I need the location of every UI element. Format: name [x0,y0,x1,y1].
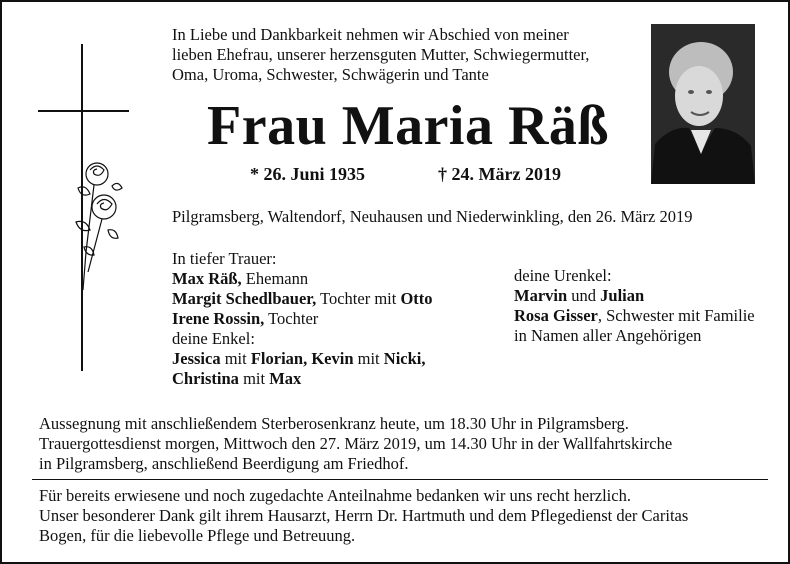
mourner-line: Max Räß, Ehemann [172,269,309,288]
ceremony-line: Trauergottesdienst morgen, Mittwoch den 27. März 2019, um 14.30 Uhr in der Wallfahrtskirche [39,434,673,453]
divider-line [32,479,768,480]
thanks-line: Bogen, für die liebevolle Pflege und Betreuung. [39,526,356,545]
intro-line: In Liebe und Dankbarkeit nehmen wir Abschied von meiner [172,25,569,44]
place-and-date: Pilgramsberg, Waltendorf, Neuhausen und Niederwinkling, den 26. März 2019 [172,207,693,226]
grandchildren-heading: deine Enkel: [172,329,255,348]
mourner-line: Rosa Gisser, Schwester mit Familie [514,306,755,325]
mourner-line: Marvin und Julian [514,286,645,305]
mourner-line: Christina mit Max [172,369,302,388]
mourners-left-column [172,249,433,389]
mourner-line: Jessica mit Florian, Kevin mit Nicki, [172,349,426,368]
mourners-heading: In tiefer Trauer: [172,249,277,268]
portrait-photo [651,24,755,184]
thanks-line: Unser besonderer Dank gilt ihrem Hausarzt, Herrn Dr. Hartmuth und dem Pflegedienst der Caritas [39,506,689,525]
intro-line: lieben Ehefrau, unserer herzensguten Mutter, Schwiegermutter, [172,45,590,64]
mourner-line: Irene Rossin, Tochter [172,309,319,328]
thanks-line: Für bereits erwiesene und noch zugedachte Anteilnahme bedanken wir uns recht herzlich. [39,486,631,505]
mourner-line: in Namen aller Angehörigen [514,326,702,345]
deceased-name: Frau Maria Räß [207,95,610,157]
ceremony-info [39,414,672,474]
birth-date: * 26. Juni 1935 [250,164,366,184]
ceremony-line: Aussegnung mit anschließendem Sterberosenkranz heute, um 18.30 Uhr in Pilgramsberg. [39,414,629,433]
great-grandchildren-heading: deine Urenkel: [514,266,612,285]
thanks-text [39,486,688,546]
intro-text [172,25,589,85]
death-date: † 24. März 2019 [438,164,561,184]
mourner-line: Margit Schedlbauer, Tochter mit Otto [172,289,433,308]
mourners-right-column [514,266,755,346]
intro-line: Oma, Uroma, Schwester, Schwägerin und Tante [172,65,489,84]
roses-icon [64,152,124,292]
cross-horizontal-bar [38,110,129,112]
ceremony-line: in Pilgramsberg, anschließend Beerdigung am Friedhof. [39,454,409,473]
